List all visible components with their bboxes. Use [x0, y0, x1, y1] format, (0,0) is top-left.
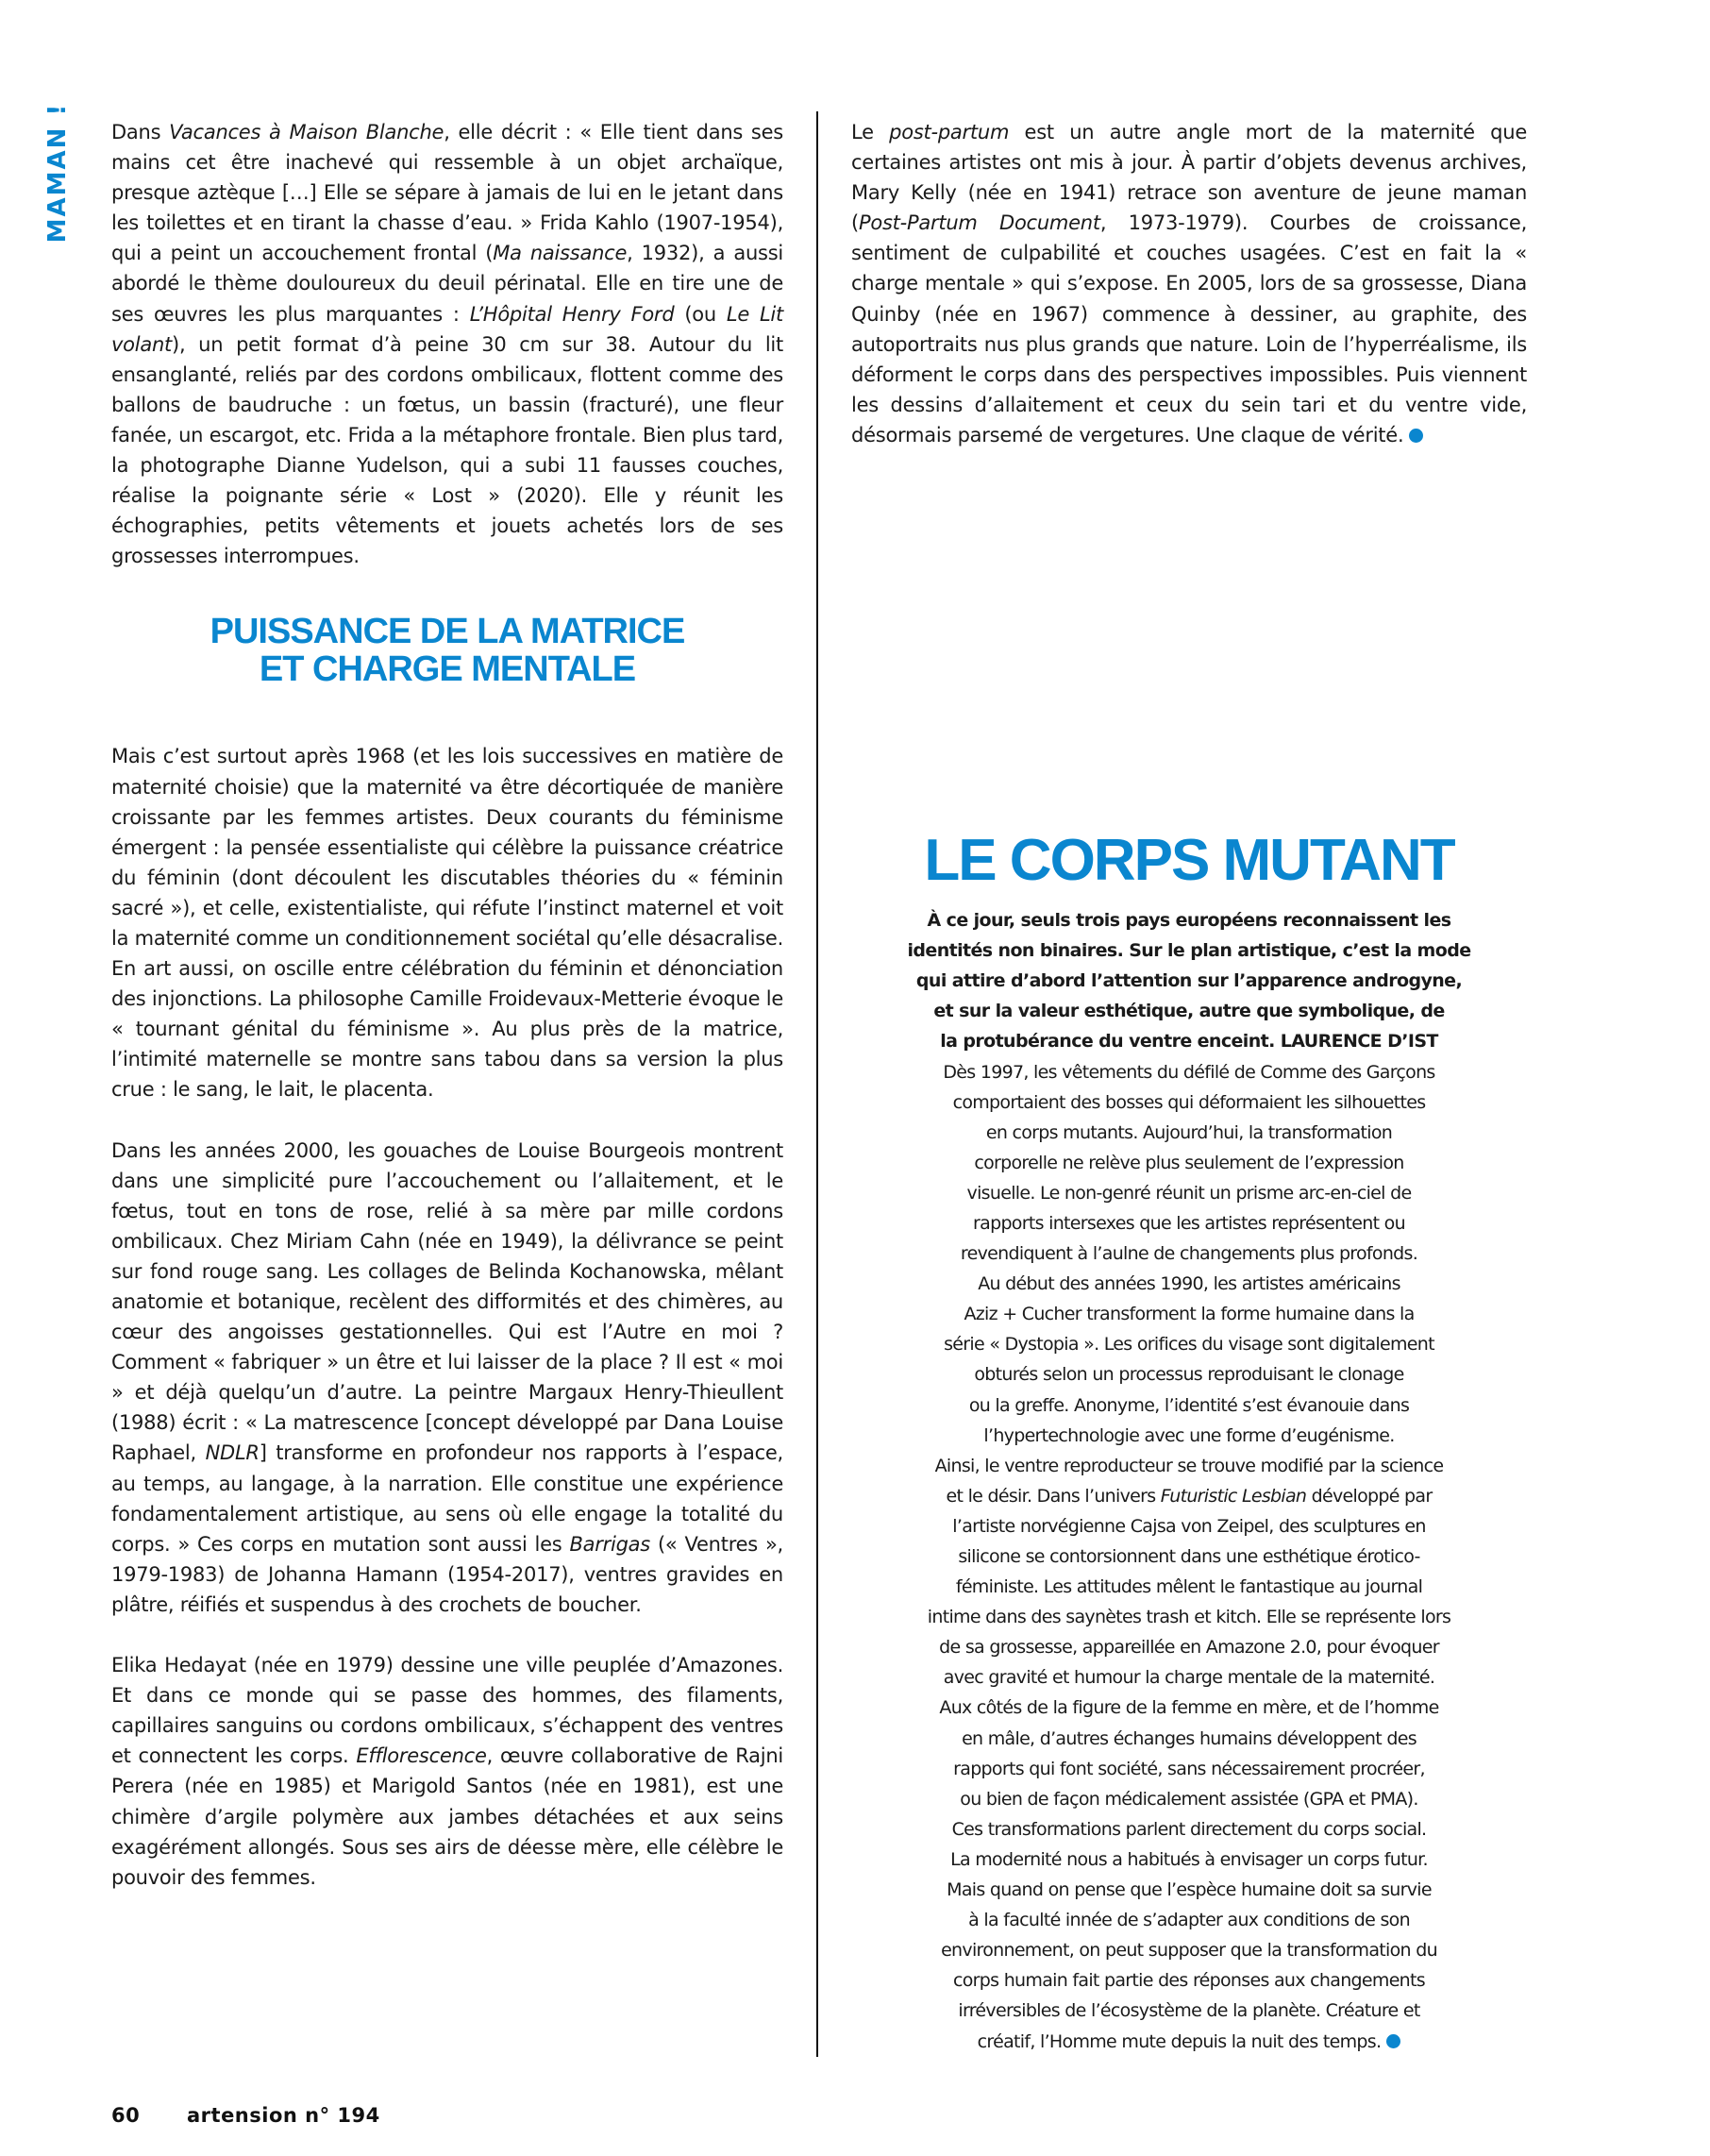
column-divider: [816, 111, 818, 2057]
box-text-line: [857, 1178, 1521, 1208]
right-column: [851, 117, 1527, 2057]
italic-title: L’Hôpital Henry Ford: [469, 302, 675, 326]
text-run: La modernité nous a habitués à envisager un corps futur.: [950, 1848, 1428, 1870]
box-text-line: [857, 1329, 1521, 1359]
box-lede-line: identités non binaires. Sur le plan artistique, c’est la mode: [907, 940, 1471, 962]
text-run: l’artiste norvégienne Cajsa von Zeipel, des sculptures en: [952, 1515, 1426, 1537]
italic-title: Barrigas: [569, 1532, 650, 1556]
text-run: ), un petit format d’à peine 30 cm sur 38. Autour du lit ensanglanté, reliés par des cordons ombilicaux, flottent comme des ballons de baudruche : un fœtus, un bassin (fracturé), une fleur fanée, un escargot, etc. Frida a la métaphore frontale. Bien plus tard, la photographe Dianne Yudelson, qui a subi 11 fausses couches, réalise la poignante série « Lost » (2020). Elle y réunit les échographies, petits vêtements et jouets achetés lors de ses grossesses interrompues.: [111, 332, 783, 568]
subheading-line: ET CHARGE MENTALE: [259, 649, 636, 690]
text-run: irréversibles de l’écosystème de la planète. Créature et: [958, 2000, 1420, 2022]
text-run: Dans: [111, 121, 170, 143]
box-text-line: [857, 1875, 1521, 1905]
italic-title: Vacances à Maison Blanche: [169, 121, 444, 143]
box-text-line: [857, 1935, 1521, 1965]
text-run: Mais quand on pense que l’espèce humaine doit sa survie: [947, 1879, 1432, 1901]
text-run: Aziz + Cucher transforment la forme humaine dans la: [964, 1304, 1415, 1325]
text-run: série « Dystopia ». Les orifices du visage sont digitalement: [944, 1334, 1434, 1356]
text-run: Ainsi, le ventre reproducteur se trouve modifié par la science: [934, 1455, 1444, 1476]
box-body: [851, 905, 1527, 2057]
text-run: ] transforme en profondeur nos rapports à l’espace, au temps, au langage, à la narration. Elle constitue une expérience fondamentalement artistique, au sens où elle engage la totalité du corps. » Ces corps en mutation sont aussi les: [111, 1441, 783, 1556]
box-lede-line: la protubérance du ventre enceint. LAURENCE D’IST: [940, 1031, 1438, 1053]
italic-title: post-partum: [889, 121, 1010, 143]
box-text-line: [857, 1572, 1521, 1602]
box-text-line: [857, 1269, 1521, 1299]
box-title: LE CORPS MUTANT: [924, 828, 1454, 894]
text-run: comportaient des bosses qui déformaient les silhouettes: [952, 1091, 1426, 1113]
text-run: Elika Hedayat (née en 1979) dessine une ville peuplée d’Amazones. Et dans ce monde qui se passe des hommes, des filaments, capillaires sanguins ou cordons ombilicaux, s’échappent des ventres et connectent les corps.: [111, 1654, 783, 1768]
box-text-line: [857, 1390, 1521, 1421]
italic-title: Efflorescence: [356, 1744, 487, 1768]
box-text: [857, 1057, 1521, 2057]
italic-title: Post-Partum Document: [858, 211, 1100, 235]
box-text-line: [857, 1754, 1521, 1784]
page-footer: [111, 2102, 1710, 2129]
text-run: rapports intersexes que les artistes représentent ou: [973, 1212, 1405, 1234]
box-text-line: [857, 1451, 1521, 1481]
box-text-line: [857, 1118, 1521, 1148]
text-run: (ou: [674, 302, 727, 326]
box-text-line: [857, 1057, 1521, 1087]
box-text-line: [857, 1299, 1521, 1329]
italic-title: NDLR: [205, 1441, 260, 1465]
text-run: visuelle. Le non-genré réunit un prisme arc-en-ciel de: [966, 1182, 1412, 1204]
text-run: intime dans des saynètes trash et kitch. Elle se représente lors: [927, 1607, 1451, 1628]
box-text-line: [857, 1905, 1521, 1935]
text-run: (« Ventres », 1979-1983) de Johanna Hamann (1954-2017), ventres gravides en plâtre, réifiés et suspendus à des crochets de boucher.: [111, 1532, 783, 1616]
publication-name: artension n° 194: [187, 2103, 380, 2127]
box-text-line: [857, 1541, 1521, 1572]
text-run: ou la greffe. Anonyme, l’identité s’est évanouie dans: [968, 1394, 1410, 1416]
text-run: de sa grossesse, appareillée en Amazone 2.0, pour évoquer: [939, 1637, 1439, 1659]
text-run: Le: [851, 121, 890, 143]
text-run: , œuvre collaborative de Rajni Perera (née en 1985) et Marigold Santos (née en 1981), est une chimère d’argile polymère aux jambes détachées et aux seins exagérément allongés. Sous ses airs de déesse mère, elle célèbre le pouvoir des femmes.: [111, 1744, 783, 1889]
paragraph: [111, 117, 783, 571]
text-run: rapports qui font société, sans nécessairement procréer,: [953, 1758, 1425, 1779]
box-text-line: [857, 1208, 1521, 1238]
box-text-line: [857, 1814, 1521, 1844]
text-run: , 1932), a aussi abordé le thème douloureux du deuil périnatal. Elle en tire une de ses œuvres les plus marquantes :: [111, 242, 784, 326]
text-run: obturés selon un processus reproduisant le clonage: [974, 1364, 1404, 1386]
text-run: à la faculté innée de s’adapter aux conditions de son: [968, 1910, 1410, 1931]
italic-title: Ma naissance: [493, 242, 628, 265]
box-text-line: [857, 1359, 1521, 1390]
box-lede-line: À ce jour, seuls trois pays européens reconnaissent les: [927, 910, 1451, 932]
text-run: , elle décrit : « Elle tient dans ses mains cet être inachevé qui ressemble à un objet archaïque, presque aztèque […] Elle se sépare à jamais de lui en le jetant dans les toilettes et en tirant la chasse d’eau. » Frida Kahlo (1907-1954), qui a peint un accouchement frontal (: [111, 121, 783, 265]
text-run: Mais c’est surtout après 1968 (et les lois successives en matière de maternité choisie) que la maternité va être décortiquée de manière croissante par les femmes artistes. Deux courants du féminisme émergent : la pensée essentialiste qui célèbre la puissance créatrice du féminin (dont découlent les discutables théories du « féminin sacré »), et celle, existentialiste, qui réfute l’instinct maternel et voit la maternité comme un conditionnement sociétal qu’elle désacralise. En art aussi, on oscille entre célébration du féminin et dénonciation des injonctions. La philosophe Camille Froidevaux-Metterie évoque le « tournant génital du féminisme ». Au plus près de la matrice, l’intimité maternelle se montre sans tabou dans sa version la plus crue : le sang, le lait, le placenta.: [111, 745, 783, 1102]
text-run: Ces transformations parlent directement du corps social.: [951, 1818, 1427, 1840]
text-run: corps humain fait partie des réponses aux changements: [953, 1970, 1425, 1992]
text-run: Dans les années 2000, les gouaches de Louise Bourgeois montrent dans une simplicité pure l’accouchement ou l’allaitement, et le fœtus, tout en tons de rose, relié à sa mère par mille cordons ombilicaux. Chez Miriam Cahn (née en 1949), la délivrance se peint sur fond rouge sang. Les collages de Belinda Kochanowska, mêlant anatomie et botanique, recèlent des difformités et des chimères, au cœur des angoisses gestationnelles. Qui est l’Autre en moi ? Comment « fabriquer » un être et lui laisser de la place ? Il est « moi » et déjà quelqu’un d’autre. La peintre Margaux Henry-Thieullent (1988) écrit : « La matrescence [concept développé par Dana Louise Raphael,: [111, 1138, 783, 1465]
end-of-article-dot-icon: [1409, 429, 1423, 443]
paragraph: [111, 1650, 783, 1893]
sidebar-box: [851, 790, 1527, 2057]
text-run: Aux côtés de la figure de la femme en mère, et de l’homme: [939, 1697, 1439, 1719]
text-run: Au début des années 1990, les artistes américains: [978, 1273, 1400, 1295]
box-text-line: [857, 2027, 1521, 2057]
text-run: l’hypertechnologie avec une forme d’eugénisme.: [983, 1424, 1395, 1446]
box-text-line: [857, 1844, 1521, 1875]
text-run: ou bien de façon médicalement assistée (GPA et PMA).: [960, 1788, 1418, 1810]
paragraph: [111, 1136, 783, 1621]
text-run: silicone se contorsionnent dans une esthétique érotico-: [958, 1546, 1420, 1567]
box-text-line: [857, 1421, 1521, 1451]
text-run: développé par: [1306, 1485, 1433, 1507]
box-text-line: [857, 1481, 1521, 1511]
box-text-line: [857, 1784, 1521, 1814]
spacer: [851, 450, 1527, 790]
text-run: revendiquent à l’aulne de changements plus profonds.: [960, 1243, 1418, 1265]
text-run: créatif, l’Homme mute depuis la nuit des temps.: [977, 2030, 1382, 2052]
text-run: corporelle ne relève plus seulement de l’expression: [974, 1152, 1404, 1173]
box-text-line: [857, 1965, 1521, 1996]
box-text-line: [857, 1996, 1521, 2026]
left-column: [111, 117, 783, 2057]
text-run: Dès 1997, les vêtements du défilé de Comme des Garçons: [943, 1061, 1435, 1083]
subheading: [111, 613, 783, 688]
section-tag-label: MAMAN !: [43, 102, 72, 244]
box-text-line: [857, 1511, 1521, 1541]
text-run: en corps mutants. Aujourd’hui, la transformation: [985, 1121, 1393, 1143]
paragraph: [111, 741, 783, 1104]
text-run: avec gravité et humour la charge mentale de la maternité.: [943, 1667, 1435, 1689]
box-text-line: [857, 1724, 1521, 1754]
end-of-article-dot-icon: [1386, 2034, 1400, 2048]
text-run: et le désir. Dans l’univers: [946, 1485, 1161, 1507]
italic-title: Futuristic Lesbian: [1160, 1485, 1307, 1507]
text-run: environnement, on peut supposer que la transformation du: [941, 1940, 1437, 1962]
text-run: en mâle, d’autres échanges humains développent des: [962, 1727, 1417, 1749]
box-lede-line: et sur la valeur esthétique, autre que symbolique, de: [933, 1001, 1445, 1022]
text-run: , 1973-1979). Courbes de croissance, sentiment de culpabilité et couches usagées. C’est en fait la « charge mentale » qui s’expose. En 2005, lors de sa grossesse, Diana Quinby (née en 1967) commence à dessiner, au graphite, des autoportraits nus plus grands que nature. Loin de l’hyperréalisme, ils déforment le corps dans des perspectives impossibles. Puis viennent les dessins d’allaitement et ceux du sein tari et du ventre vide, désormais parsemé de vergetures. Une claque de vérité.: [851, 211, 1527, 446]
box-lede: [857, 905, 1521, 1056]
box-text-line: [857, 1238, 1521, 1269]
italic-title: Le Lit volant: [111, 302, 783, 356]
page-number: 60: [111, 2103, 141, 2127]
box-text-line: [857, 1632, 1521, 1662]
box-text-line: [857, 1662, 1521, 1693]
subheading-line: PUISSANCE DE LA MATRICE: [210, 612, 685, 652]
box-text-line: [857, 1693, 1521, 1723]
box-lede-line: qui attire d’abord l’attention sur l’apparence androgyne,: [915, 970, 1463, 992]
box-text-line: [857, 1602, 1521, 1632]
box-text-line: [857, 1087, 1521, 1118]
paragraph: [851, 117, 1527, 450]
box-text-line: [857, 1148, 1521, 1178]
text-run: est un autre angle mort de la maternité que certaines artistes ont mis à jour. À partir d’objets devenus archives, Mary Kelly (née en 1941) retrace son aventure de jeune maman (: [851, 121, 1527, 235]
text-run: féministe. Les attitudes mêlent le fantastique au journal: [955, 1576, 1423, 1598]
